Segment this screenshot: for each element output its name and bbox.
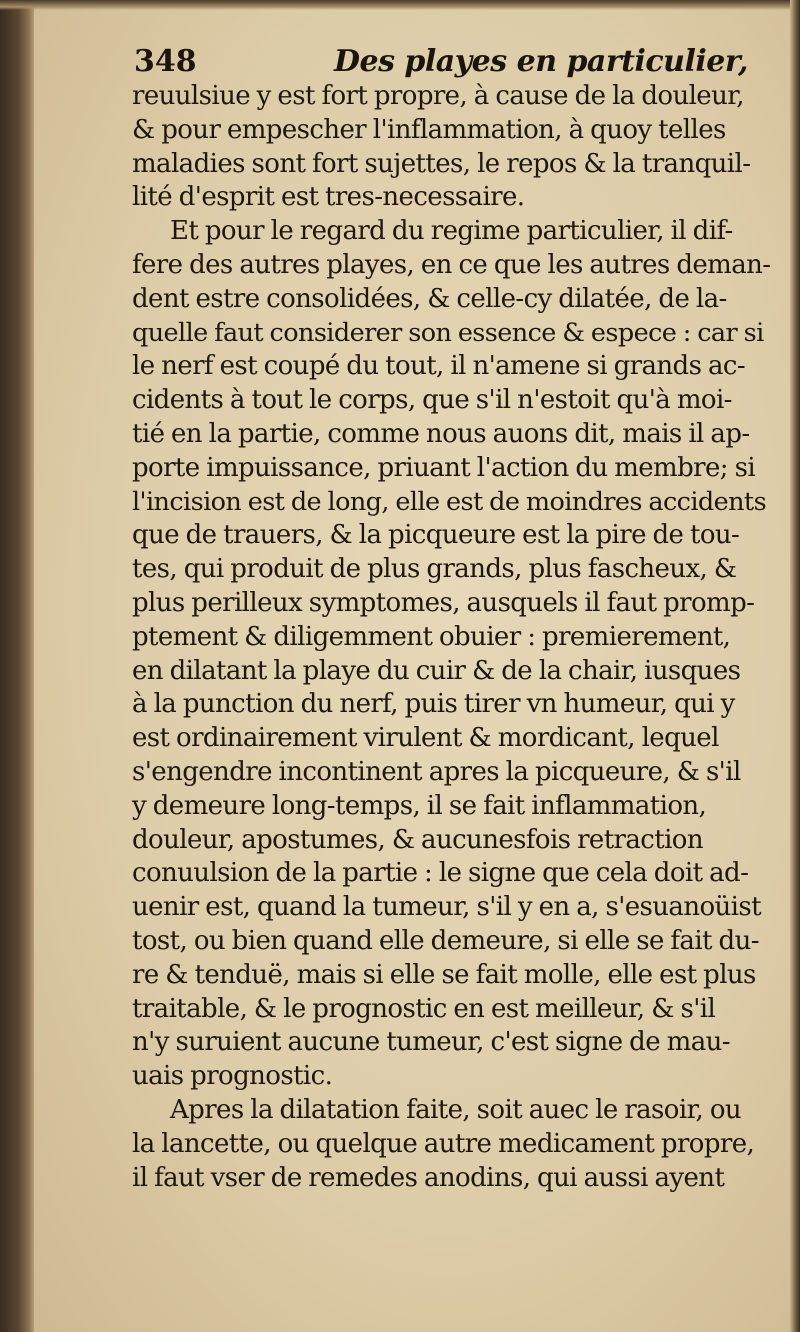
text-line: quelle faut considerer son essence & espece : car si (132, 317, 764, 348)
text-line: tes, qui produit de plus grands, plus fascheux, & (132, 554, 737, 585)
text-line: s'engendre incontinent apres la picqueure, & s'il (132, 756, 741, 787)
text-line: douleur, apostumes, & aucunesfois retraction (132, 824, 703, 855)
text-line: ptement & diligemment obuier : premierement, (132, 621, 731, 652)
top-edge-shadow (0, 0, 800, 10)
text-line: la lancette, ou quelque autre medicament propre, (132, 1128, 755, 1159)
text-line: uenir est, quand la tumeur, s'il y en a, s'esuanoüist (132, 892, 761, 923)
text-line: & pour empescher l'inflammation, à quoy telles (132, 114, 726, 145)
text-line: tié en la partie, comme nous auons dit, mais il ap- (132, 418, 750, 449)
body-text (132, 80, 772, 1195)
book-binding (0, 0, 34, 1332)
page-number: 348 (134, 44, 197, 79)
text-line: traitable, & le prognostic en est meilleur, & s'il (132, 993, 716, 1024)
text-line: Apres la dilatation faite, soit auec le rasoir, ou (170, 1094, 742, 1125)
text-line: porte impuissance, priuant l'action du membre; si (132, 452, 756, 483)
text-line: le nerf est coupé du tout, il n'amene si grands ac- (132, 351, 746, 382)
text-line: l'incision est de long, elle est de moindres accidents (132, 486, 767, 517)
text-line: tost, ou bien quand elle demeure, si elle se fait du- (132, 925, 759, 956)
text-line: est ordinairement virulent & mordicant, lequel (132, 723, 719, 754)
right-edge-shadow (790, 0, 800, 1332)
text-line: dent estre consolidées, & celle-cy dilatée, de la- (132, 283, 727, 314)
text-line: uais prognostic. (132, 1061, 333, 1092)
text-line: Et pour le regard du regime particulier, il dif- (170, 216, 733, 247)
text-line: cidents à tout le corps, que s'il n'estoit qu'à moi- (132, 385, 732, 416)
text-line: lité d'esprit est tres-necessaire. (132, 182, 525, 213)
running-title: Des playes en particulier, (334, 44, 748, 79)
text-line: plus perilleux symptomes, ausquels il faut promp- (132, 587, 755, 618)
text-line: conuulsion de la partie : le signe que cela doit ad- (132, 858, 749, 889)
text-line: fere des autres playes, en ce que les autres deman- (132, 249, 771, 280)
text-line: reuulsiue y est fort propre, à cause de la douleur, (132, 81, 744, 111)
text-line: à la punction du nerf, puis tirer vn humeur, qui y (132, 689, 735, 720)
text-line: il faut vser de remedes anodins, qui aussi ayent (132, 1162, 725, 1193)
text-line: maladies sont fort sujettes, le repos & la tranquil- (132, 148, 751, 179)
text-line: n'y suruient aucune tumeur, c'est signe de mau- (132, 1027, 730, 1058)
text-line: que de trauers, & la picqueure est la pire de tou- (132, 520, 740, 551)
text-line: re & tenduë, mais si elle se fait molle, elle est plus (132, 959, 756, 990)
text-line: en dilatant la playe du cuir & de la chair, iusques (132, 655, 741, 686)
text-line: y demeure long-temps, il se fait inflammation, (132, 790, 707, 821)
